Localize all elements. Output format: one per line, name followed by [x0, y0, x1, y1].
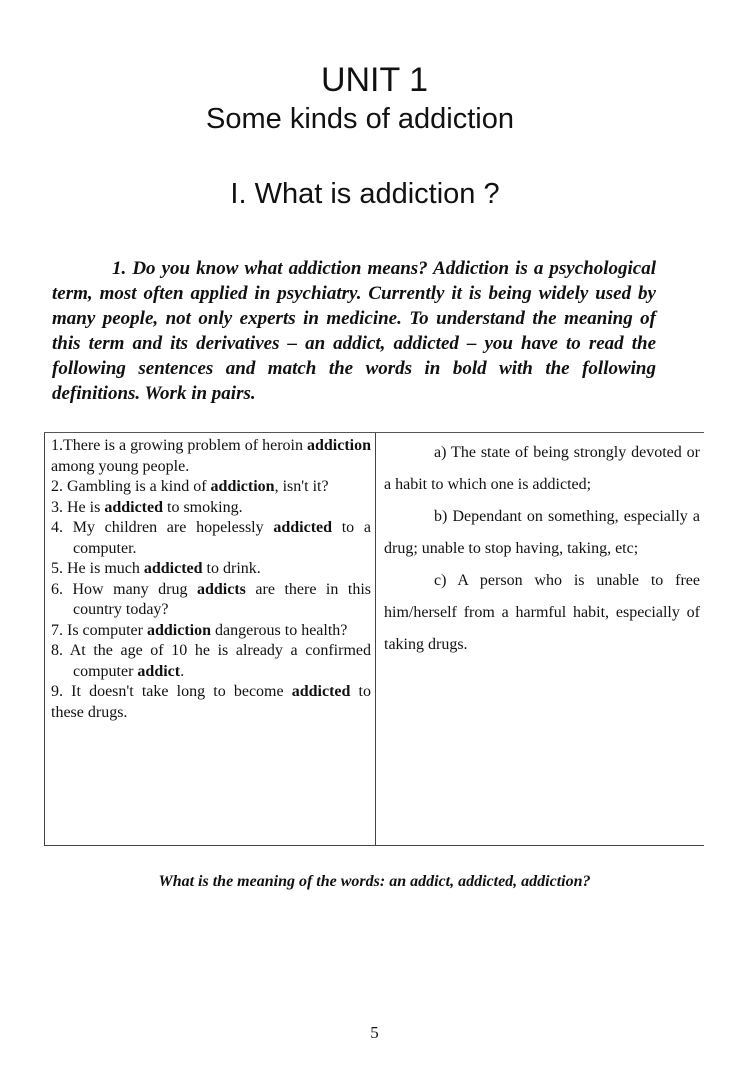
matching-table [44, 432, 704, 846]
page-number: 5 [370, 1023, 379, 1042]
sentence-item: 6. How many drug addicts are there in this country today? [51, 580, 371, 618]
definition-item: a) The state of being strongly devoted or a habit to which one is addicted; [384, 444, 700, 493]
definition-item: b) Dependant on something, especially a drug; unable to stop having, taking, etc; [384, 508, 700, 557]
sentence-item: 5. He is much addicted to drink. [51, 560, 261, 577]
unit-title: UNIT 1 [320, 61, 429, 99]
sentence-item: 2. Gambling is a kind of addiction, isn't it? [51, 478, 329, 495]
sentence-item: 4. My children are hopelessly addicted to a computer. [51, 519, 372, 557]
sentence-item: 9. It doesn't take long to become addicted to these drugs. [51, 683, 371, 721]
sentence-item: 1.There is a growing problem of heroin addiction among young people. [51, 437, 371, 475]
sentence-item: 8. At the age of 10 he is already a confirmed computer addict. [51, 642, 371, 680]
sentences-column [44, 433, 376, 845]
unit-subtitle: Some kinds of addiction [206, 103, 514, 135]
sentence-item: 3. He is addicted to smoking. [51, 498, 243, 516]
section-title: I. What is addiction ? [230, 178, 500, 210]
definition-item: c) A person who is unable to free him/herself from a harmful habit, especially of taking drugs. [384, 572, 700, 653]
follow-up-question: What is the meaning of the words: an addict, addicted, addiction? [158, 873, 591, 890]
task-instruction: 1. Do you know what addiction means? Addiction is a psychological term, most often applied in psychiatry. Currently it is being widely used by many people, not only experts in medicine. To understand the meaning of this term and its derivatives – an addict, addicted – you have to read the following sentences and match the words in bold with the following definitions. Work in pairs. [52, 258, 656, 404]
definitions-column [376, 433, 704, 845]
sentence-item: 7. Is computer addiction dangerous to health? [51, 621, 348, 639]
